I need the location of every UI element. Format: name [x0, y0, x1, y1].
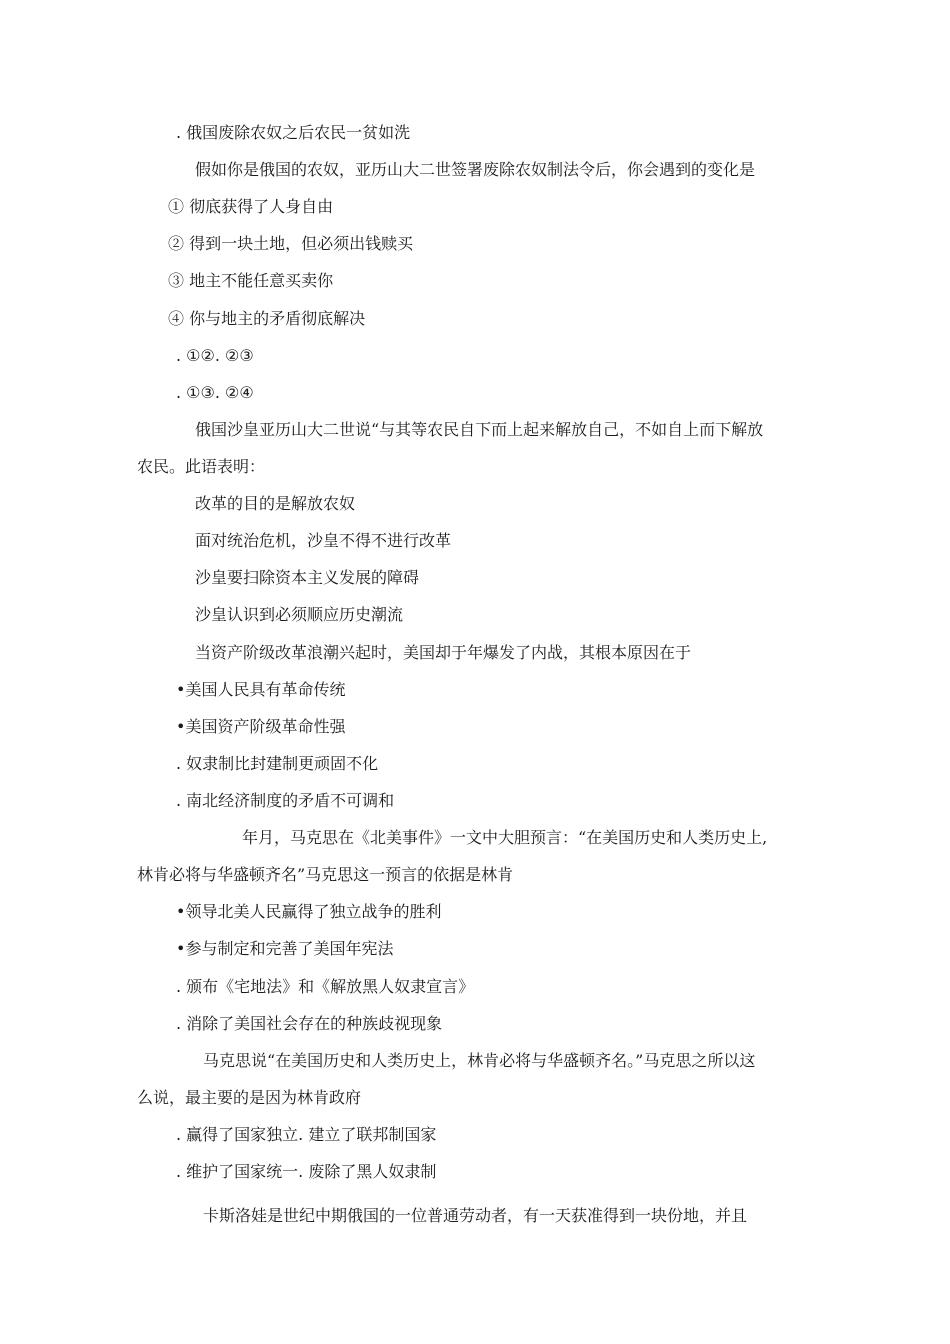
option-line: 改革的目的是解放农奴 — [195, 494, 356, 513]
question-line: 林肯必将与华盛顿齐名”马克思这一预言的依据是林肯 — [137, 865, 514, 884]
option-line: •领导北美人民赢得了独立战争的胜利 — [176, 902, 442, 921]
option-line: •美国人民具有革命传统 — [176, 680, 346, 699]
statement-line: ② 得到一块土地，但必须出钱赎买 — [168, 234, 414, 253]
question-line: 马克思说“在美国历史和人类历史上，林肯必将与华盛顿齐名。”马克思之所以这 — [203, 1051, 756, 1070]
option-line: •美国资产阶级革命性强 — [176, 717, 346, 736]
option-line: . 维护了国家统一. 废除了黑人奴隶制 — [176, 1162, 437, 1181]
question-line: 么说，最主要的是因为林肯政府 — [137, 1088, 362, 1107]
question-line: 年月，马克思在《北美事件》一文中大胆预言：“在美国历史和人类历史上, — [242, 828, 768, 847]
question-line: 农民。此语表明： — [137, 457, 266, 476]
option-line: . 俄国废除农奴之后农民一贫如洗 — [176, 123, 411, 142]
option-line: 沙皇认识到必须顺应历史潮流 — [195, 605, 404, 624]
option-line: . ①③. ②④ — [176, 383, 254, 402]
statement-line: ④ 你与地主的矛盾彻底解决 — [168, 309, 366, 328]
option-line: . 赢得了国家独立. 建立了联邦制国家 — [176, 1125, 437, 1144]
question-line: 卡斯洛娃是世纪中期俄国的一位普通劳动者，有一天获准得到一块份地，并且 — [203, 1206, 748, 1225]
option-line: 沙皇要扫除资本主义发展的障碍 — [195, 568, 420, 587]
question-line: 当资产阶级改革浪潮兴起时，美国却于年爆发了内战，其根本原因在于 — [195, 643, 692, 662]
question-line: 俄国沙皇亚历山大二世说“与其等农民自下而上起来解放自己，不如自上而下解放 — [195, 420, 764, 439]
option-line: . ①②. ②③ — [176, 346, 254, 365]
statement-line: ① 彻底获得了人身自由 — [168, 197, 334, 216]
option-line: . 南北经济制度的矛盾不可调和 — [176, 791, 395, 810]
option-line: . 消除了美国社会存在的种族歧视现象 — [176, 1014, 443, 1033]
statement-line: ③ 地主不能任意买卖你 — [168, 271, 334, 290]
option-line: . 颁布《宅地法》和《解放黑人奴隶宣言》 — [176, 977, 475, 996]
option-line: 面对统治危机，沙皇不得不进行改革 — [195, 531, 452, 550]
option-line: •参与制定和完善了美国年宪法 — [176, 939, 394, 958]
question-line: 假如你是俄国的农奴，亚历山大二世签署废除农奴制法令后，你会遇到的变化是 — [195, 160, 756, 179]
option-line: . 奴隶制比封建制更顽固不化 — [176, 754, 379, 773]
